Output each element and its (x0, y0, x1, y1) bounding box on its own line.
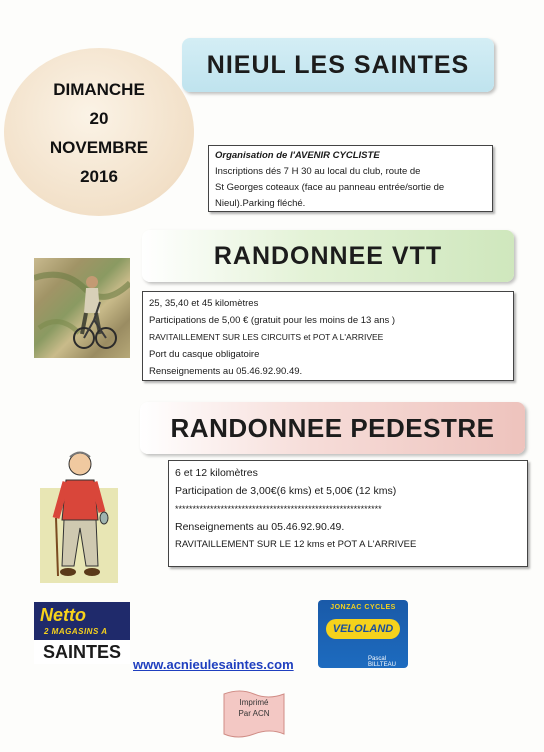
mountain-biker-photo (34, 258, 130, 358)
netto-strip: 2 MAGASINS A (44, 627, 108, 636)
netto-logo (34, 602, 130, 664)
organisation-line: Nieul).Parking fléché. (215, 198, 306, 209)
date-month: NOVEMBRE (49, 138, 149, 157)
pedestre-separator: *********************************************************** (175, 504, 382, 514)
printed-line: Imprimé (239, 698, 269, 707)
organisation-line: St Georges coteaux (face au panneau entrée/sortie de (215, 182, 445, 193)
pedestre-banner: RANDONNEE PEDESTRE (140, 402, 525, 454)
date-day: 20 (89, 109, 109, 128)
date-year: 2016 (80, 167, 118, 186)
organisation-line: Inscriptions dés 7 H 30 au local du club, route de (215, 166, 421, 177)
veloland-owner: Pascal BILLTEAU (368, 656, 396, 668)
vtt-distances: 25, 35,40 et 45 kilomètres (149, 298, 259, 309)
veloland-top: JONZAC CYCLES (330, 604, 396, 611)
organisation-heading: Organisation de l'AVENIR CYCLISTE (215, 150, 380, 161)
pedestre-price: Participation de 3,00€(6 kms) et 5,00€ (12 kms) (175, 485, 397, 497)
date-weekday: DIMANCHE (53, 80, 145, 99)
netto-brand: Netto (40, 605, 86, 625)
vtt-contact: Renseignements au 05.46.92.90.49. (149, 366, 303, 377)
title-banner: NIEUL LES SAINTES (182, 38, 494, 92)
vtt-helmet: Port du casque obligatoire (149, 349, 260, 360)
pedestre-refreshments: RAVITAILLEMENT SUR LE 12 kms et POT A L'ARRIVEE (175, 539, 417, 550)
vtt-info-box (142, 291, 514, 381)
veloland-brand: VELOLAND (326, 619, 400, 639)
website-link[interactable]: www.acnieulesaintes.com (133, 657, 294, 672)
vtt-price: Participations de 5,00 € (gratuit pour les moins de 13 ans ) (149, 315, 396, 326)
printed-line: Par ACN (238, 709, 270, 718)
pedestre-distances: 6 et 12 kilomètres (175, 467, 258, 479)
netto-city: SAINTES (34, 640, 130, 664)
vtt-refreshments: RAVITAILLEMENT SUR LES CIRCUITS et POT A L'ARRIVEE (149, 332, 384, 342)
date-ellipse (4, 48, 194, 216)
pedestre-info-box (168, 460, 528, 567)
vtt-banner: RANDONNEE VTT (142, 230, 514, 282)
printed-flag (220, 688, 288, 744)
organisation-box (208, 145, 493, 212)
veloland-logo (318, 600, 408, 668)
pedestre-contact: Renseignements au 05.46.92.90.49. (175, 521, 345, 533)
hiker-illustration (40, 448, 118, 583)
